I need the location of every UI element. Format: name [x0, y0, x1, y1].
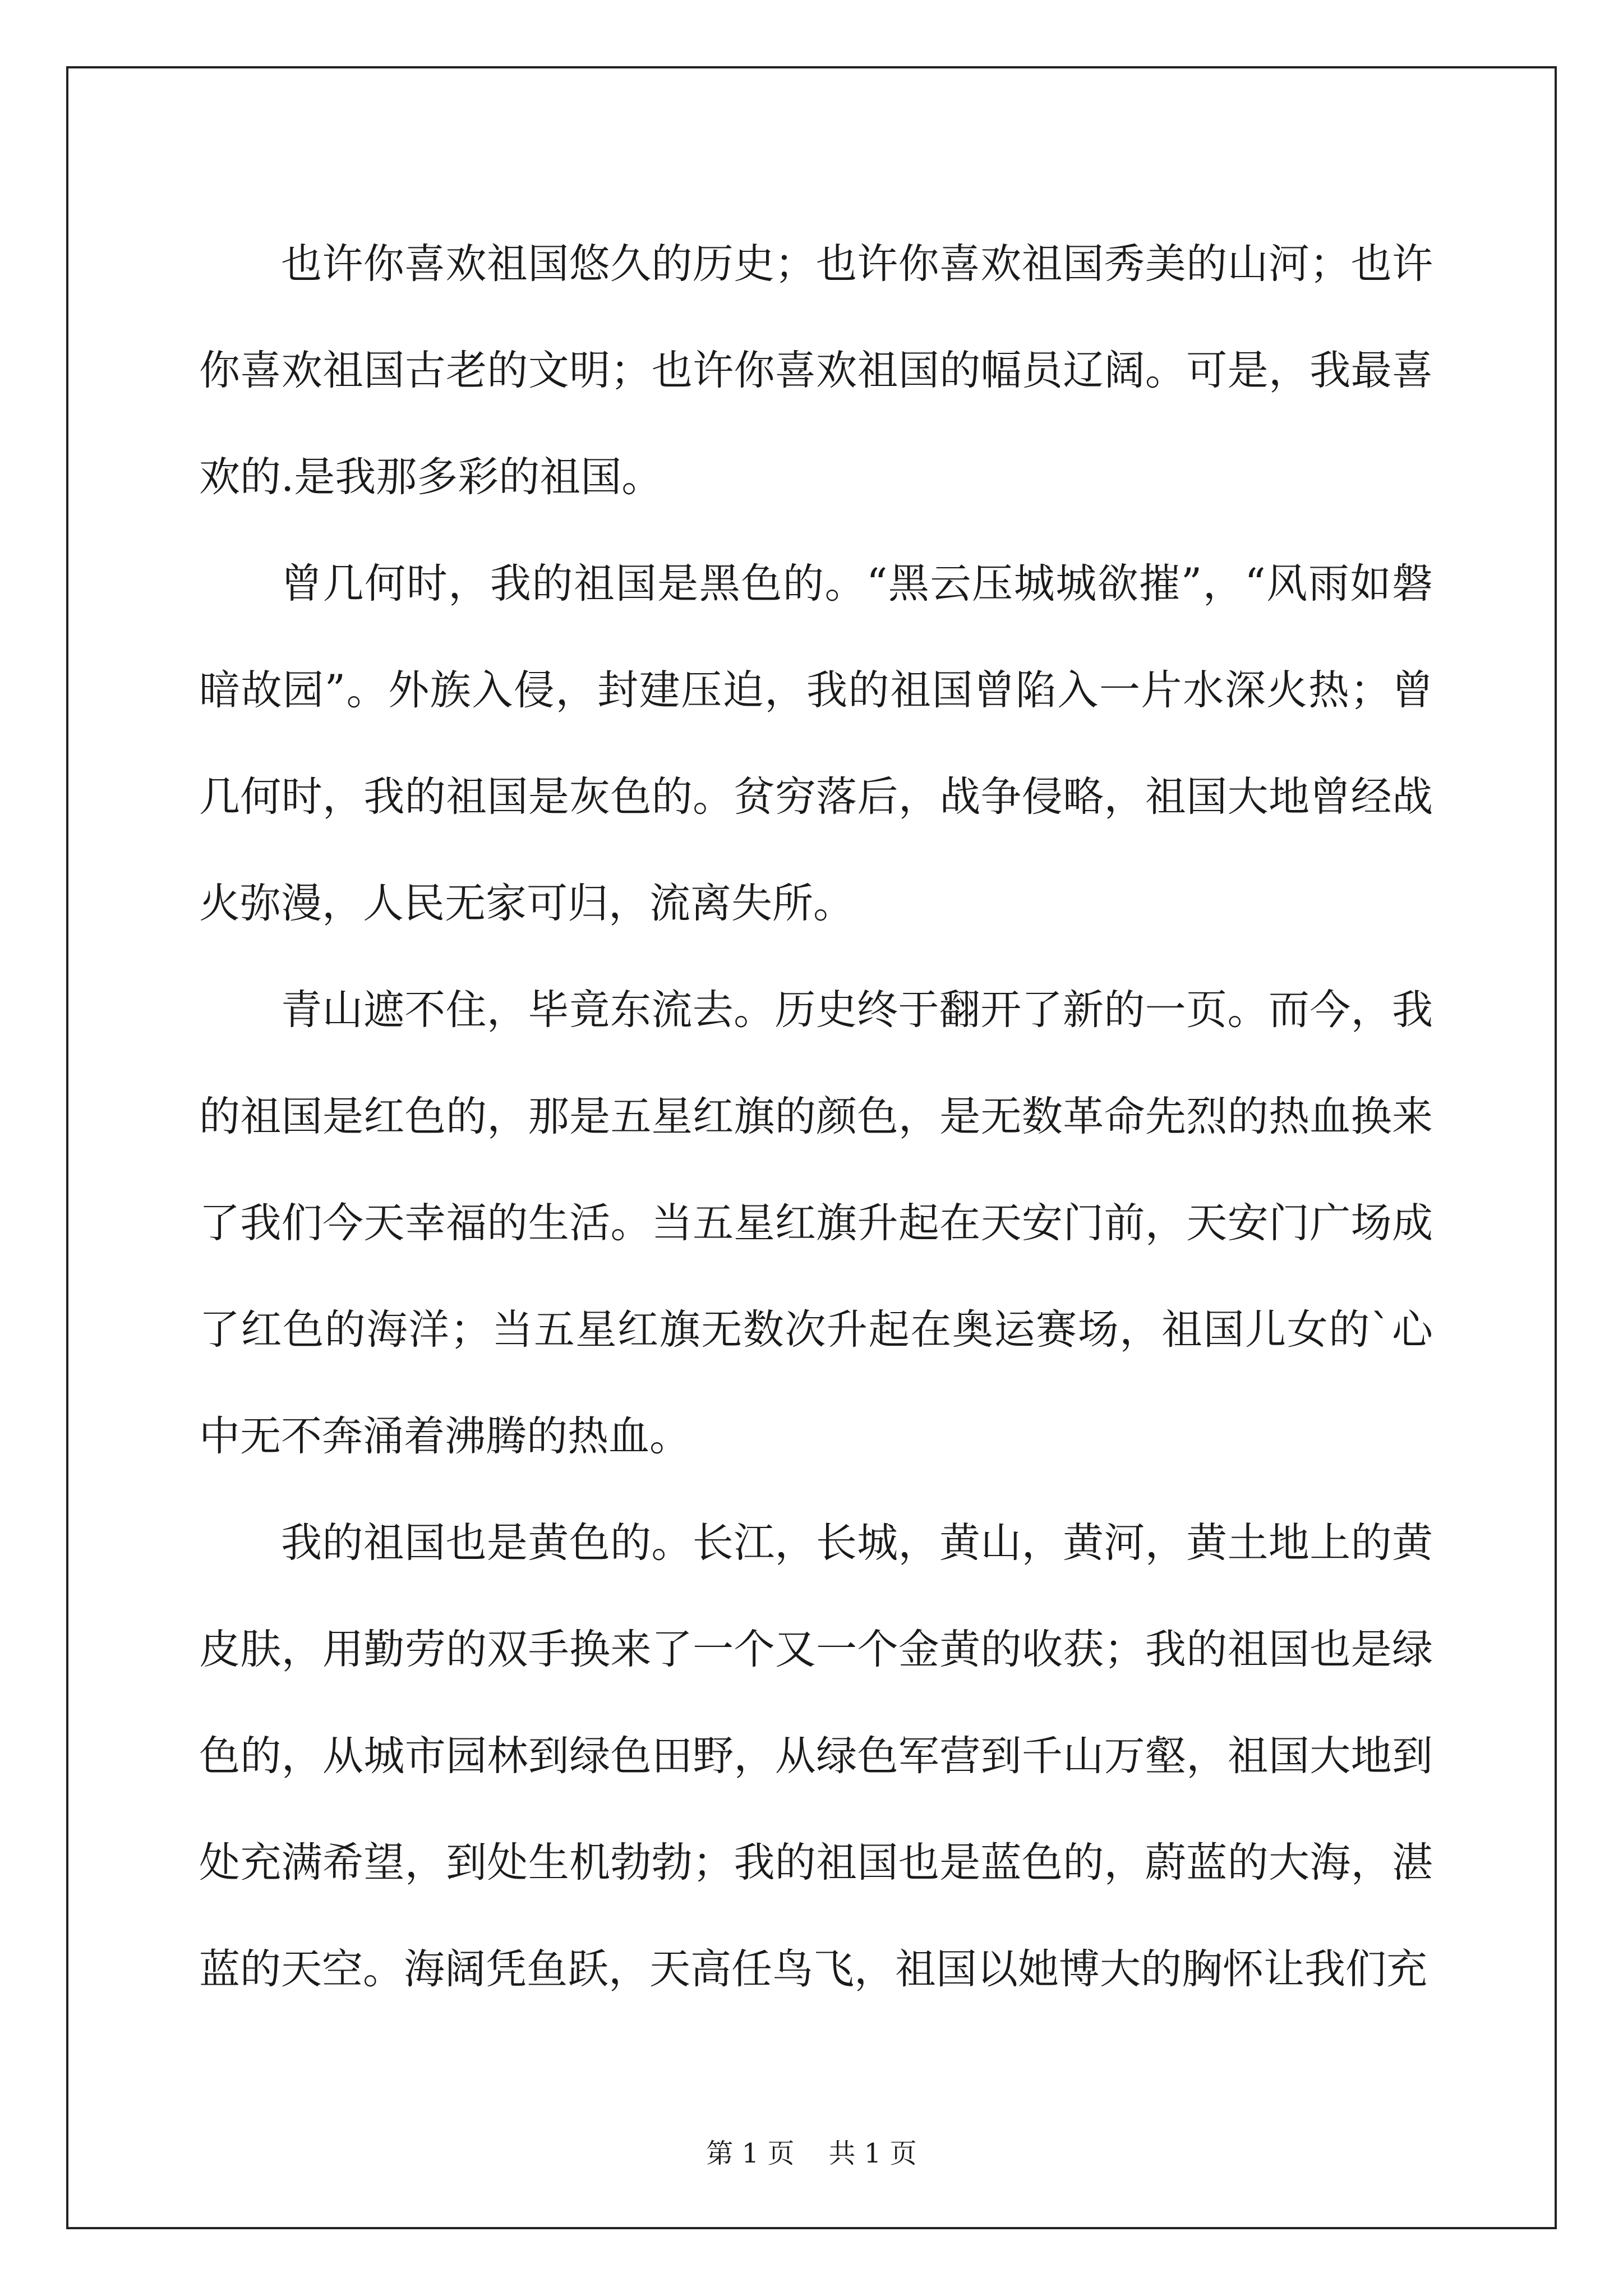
- paragraph-4: 我的祖国也是黄色的。长江，长城，黄山，黄河，黄土地上的黄皮肤，用勤劳的双手换来了一个又一个金黄的收获；我的祖国也是绿色的，从城市园林到绿色田野，从绿色军营到千山万壑，祖国大地到处充满希望，到处生机勃勃；我的祖国也是蓝色的，蔚蓝的大海，湛蓝的天空。海阔凭鱼跃，天高任鸟飞，祖国以她博大的胸怀让我们充: [199, 1519, 1433, 1993]
- paragraph-2: 曾几何时，我的祖国是黑色的。“黑云压城城欲摧”，“风雨如磐暗故园”。外族入侵，封建压迫，我的祖国曾陷入一片水深火热；曾几何时，我的祖国是灰色的。贫穷落后，战争侵略，祖国大地曾经战火弥漫，人民无家可归，流离失所。: [199, 560, 1433, 927]
- page-footer: [0, 2132, 1623, 2170]
- document-body: [199, 211, 1433, 2023]
- paragraph-1: 也许你喜欢祖国悠久的历史；也许你喜欢祖国秀美的山河；也许你喜欢祖国古老的文明；也许你喜欢祖国的幅员辽阔。可是，我最喜欢的.是我那多彩的祖国。: [199, 240, 1433, 501]
- page-indicator: 第 1 页 共 1 页: [706, 2138, 917, 2169]
- paragraph-3: 青山遮不住，毕竟东流去。历史终于翻开了新的一页。而今，我的祖国是红色的，那是五星红旗的颜色，是无数革命先烈的热血换来了我们今天幸福的生活。当五星红旗升起在天安门前，天安门广场成了红色的海洋；当五星红旗无数次升起在奥运赛场，祖国儿女的`心中无不奔涌着沸腾的热血。: [199, 986, 1433, 1460]
